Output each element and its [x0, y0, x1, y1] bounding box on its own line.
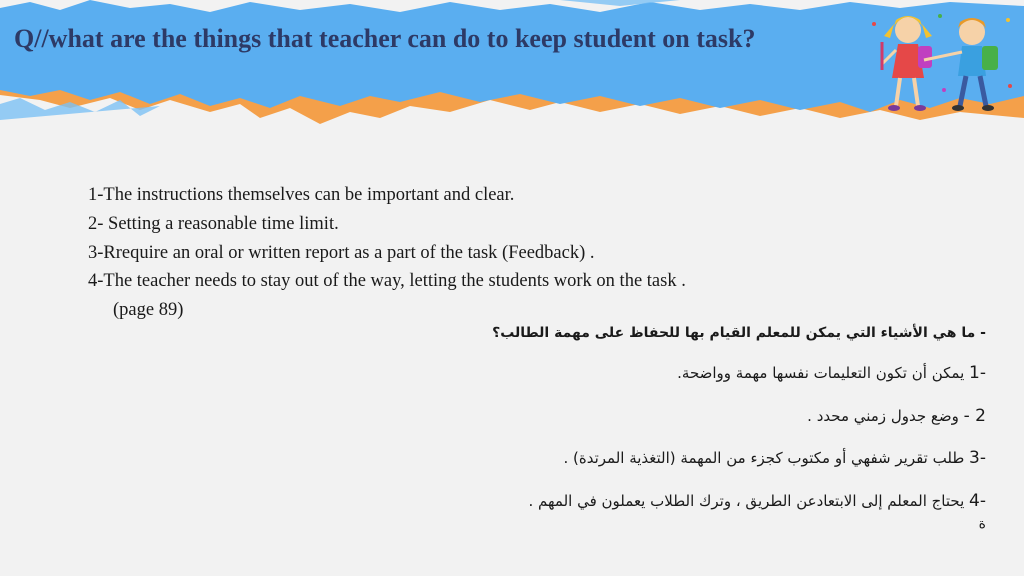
- arabic-item-text: وضع جدول زمني محدد .: [807, 407, 964, 425]
- arabic-item-number: -1: [969, 363, 986, 383]
- english-item-1: 1-The instructions themselves can be important and clear.: [88, 185, 515, 205]
- english-item-2: 2- Setting a reasonable time limit.: [88, 213, 339, 234]
- arabic-item-3: [563, 448, 986, 468]
- arabic-item-number: 2 -: [963, 406, 986, 426]
- arabic-item-text: يحتاج المعلم إلى الابتعادعن الطريق ، وترك الطلاب يعملون في المهم .: [528, 492, 970, 510]
- page-title: Q//what are the things that teacher can do to keep student on task?: [14, 24, 756, 53]
- arabic-item-2: [807, 406, 986, 426]
- arabic-item-4: [528, 491, 986, 511]
- english-item-4: 4-The teacher needs to stay out of the way, letting the students work on the task .: [88, 271, 686, 292]
- english-item-3: 3-Rrequire an oral or written report as a part of the task (Feedback) .: [88, 242, 595, 263]
- arabic-translation: [426, 318, 986, 532]
- page-reference: (page 89): [113, 300, 184, 321]
- english-answer-list: [88, 181, 686, 325]
- arabic-item-number: -4: [969, 491, 986, 511]
- arabic-item-text: يمكن أن تكون التعليمات نفسها مهمة وواضحة.: [677, 364, 970, 382]
- arabic-item-text: طلب تقرير شفهي أو مكتوب كجزء من المهمة (التغذية المرتدة) .: [563, 449, 970, 467]
- arabic-question: - ما هي الأشياء التي يمكن للمعلم القيام بها للحفاظ على مهمة الطالب؟: [492, 325, 986, 341]
- arabic-item-4-wrap: ة: [978, 516, 986, 532]
- arabic-item-1: [677, 363, 986, 383]
- arabic-item-number: -3: [969, 448, 986, 468]
- school-kids-illustration: [860, 6, 1020, 116]
